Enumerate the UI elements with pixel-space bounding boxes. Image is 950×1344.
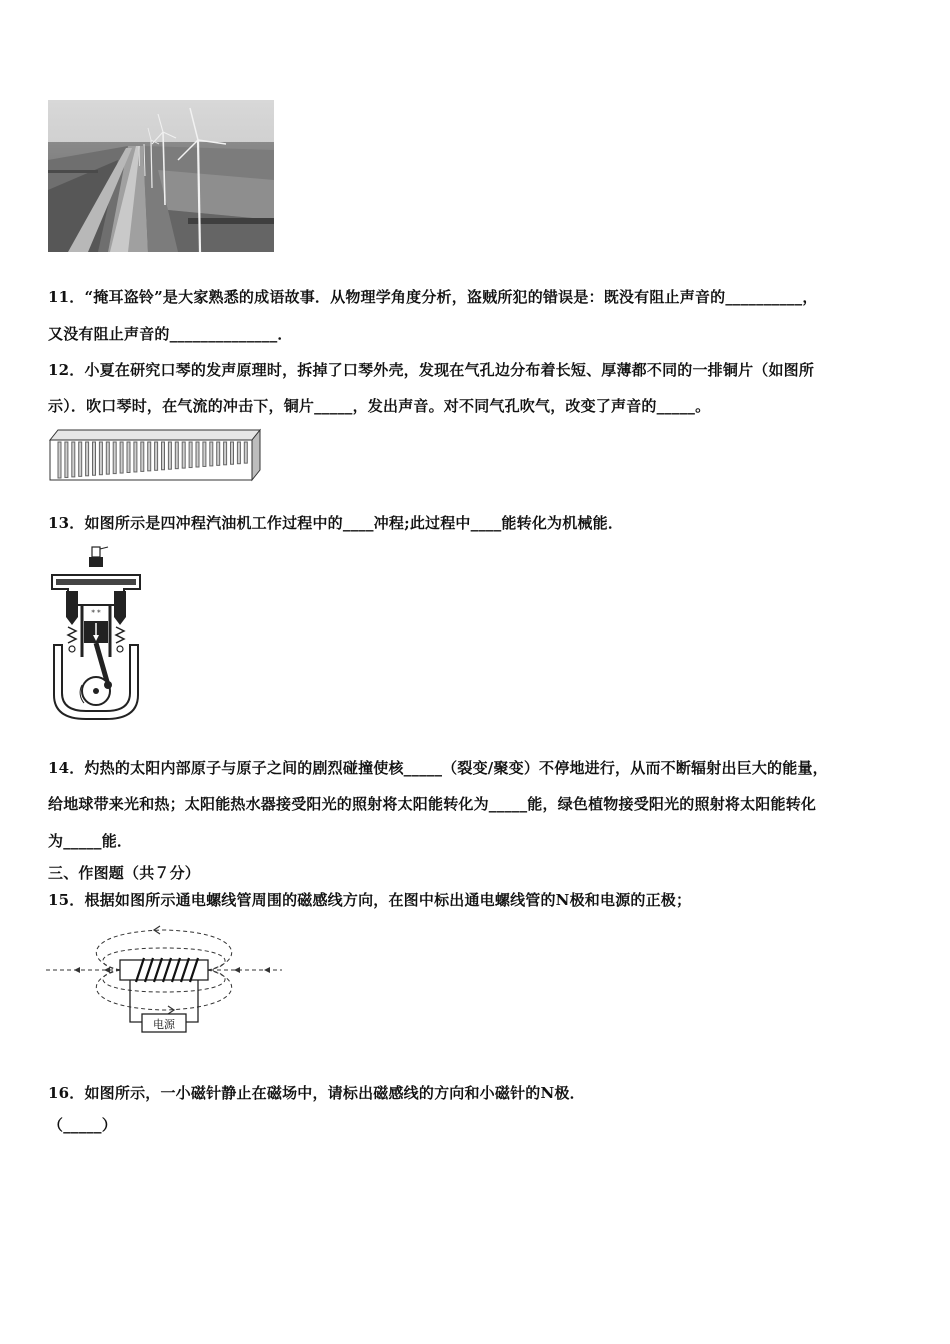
reed [58, 442, 61, 478]
reed [168, 442, 171, 469]
reed [86, 442, 89, 476]
section-heading: 三、作图题（共７分） [48, 864, 201, 882]
question-16-answer-blank: （_____） [48, 1116, 117, 1134]
reed [79, 442, 82, 476]
reed [141, 442, 144, 471]
question-14-line-1: 14．灼热的太阳内部原子与原子之间的剧烈碰撞使核_____（裂变/聚变）不停地进行，从而不断辐射出巨大的能量， [48, 759, 828, 777]
harmonica-reeds-figure [46, 426, 262, 484]
reed [189, 442, 192, 468]
reed [72, 442, 75, 477]
wind-farm-photo [48, 100, 274, 252]
question-13-line-1: 13．如图所示是四冲程汽油机工作过程中的____冲程;此过程中____能转化为机械能． [48, 514, 624, 532]
reed [217, 442, 220, 465]
reed [65, 442, 68, 477]
question-12-line-2: 示）．吹口琴时，在气流的冲击下，铜片_____，发出声音。对不同气孔吹气，改变了声音的_____。 [48, 397, 711, 415]
question-14-line-3: 为_____能． [48, 832, 133, 850]
power-source-label: 电源 [153, 1018, 175, 1031]
reed [237, 442, 240, 464]
question-12-line-1: 12．小夏在研究口琴的发声原理时，拆掉了口琴外壳，发现在气孔边分布着长短、厚薄都不同的一排铜片（如图所 [48, 361, 815, 379]
question-14-line-2: 给地球带来光和热；太阳能热水器接受阳光的照射将太阳能转化为_____能，绿色植物接受阳光的照射将太阳能转化 [48, 795, 817, 813]
reed [106, 442, 109, 474]
reed [224, 442, 227, 465]
reed [99, 442, 102, 475]
question-11-line-1: 11．“掩耳盗铃”是大家熟悉的成语故事．从物理学角度分析，盗贼所犯的错误是：既没有阻止声音的__________， [48, 288, 818, 306]
reed [182, 442, 185, 468]
reed [134, 442, 137, 472]
reed [175, 442, 178, 469]
reed [231, 442, 234, 464]
question-16-line-1: 16．如图所示，一小磁针静止在磁场中，请标出磁感线的方向和小磁针的N极． [48, 1084, 585, 1102]
reed [196, 442, 199, 467]
svg-text:* *: * * [91, 609, 101, 617]
solenoid-figure [44, 922, 284, 1042]
reed [93, 442, 96, 475]
reed [244, 442, 247, 463]
reed [162, 442, 165, 470]
reed [155, 442, 158, 470]
reed [203, 442, 206, 466]
reed [120, 442, 123, 473]
reed [210, 442, 213, 466]
question-11-line-2: 又没有阻止声音的______________． [48, 325, 293, 343]
four-stroke-engine-figure [46, 545, 146, 721]
reed [113, 442, 116, 474]
question-15-line-1: 15．根据如图所示通电螺线管周围的磁感线方向，在图中标出通电螺线管的N极和电源的正极； [48, 891, 692, 909]
reed [148, 442, 151, 471]
reed [127, 442, 130, 473]
